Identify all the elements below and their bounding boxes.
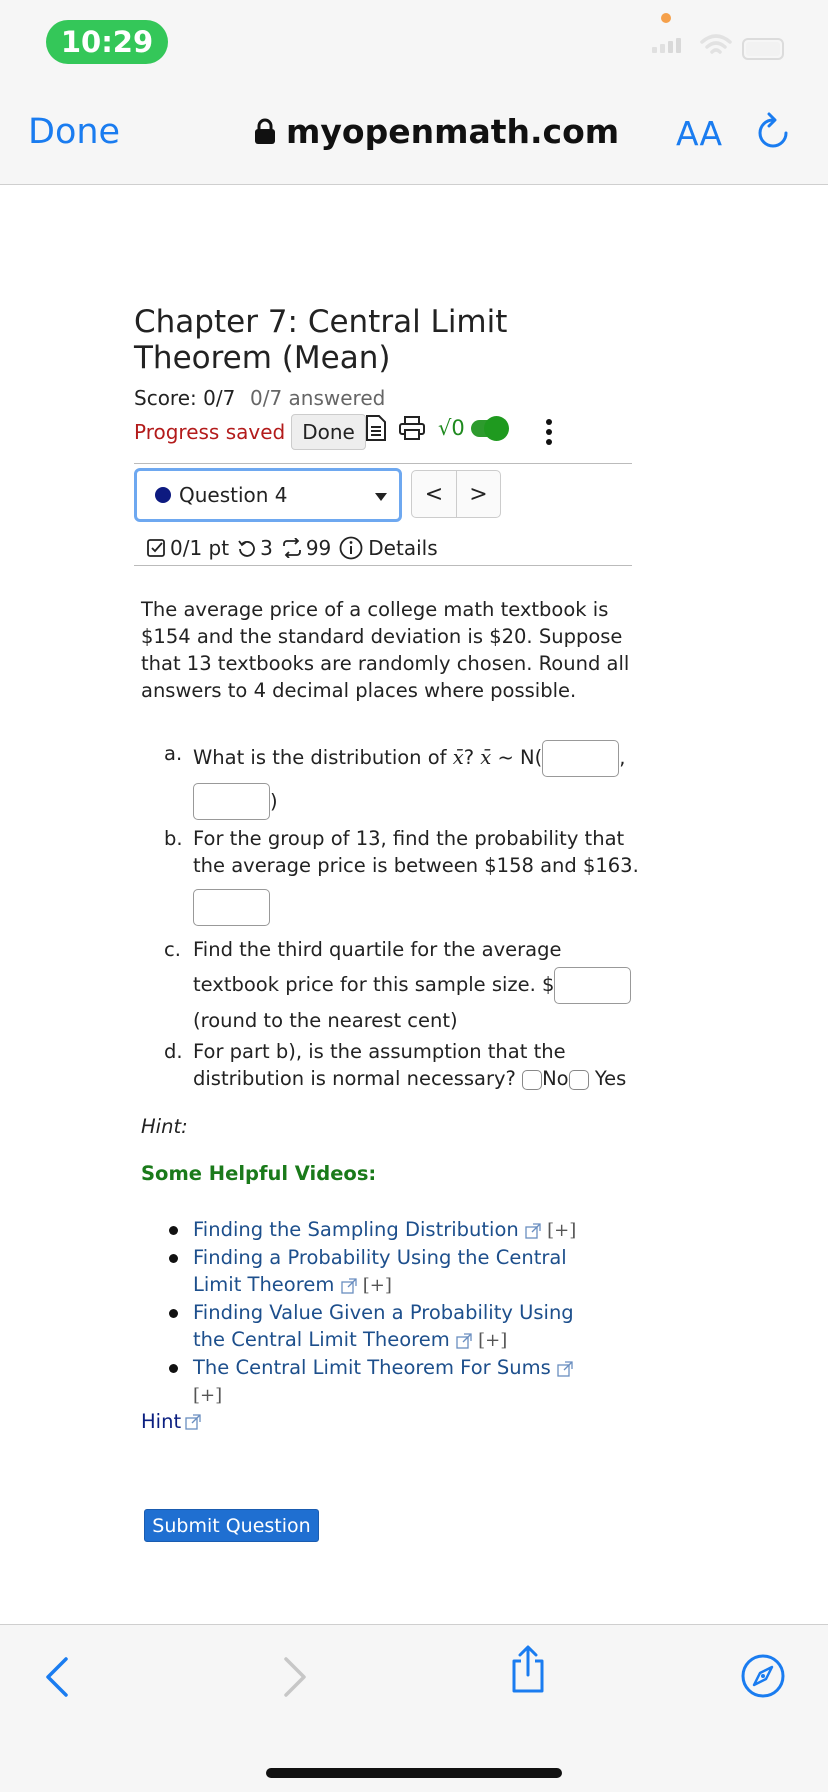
expand-toggle[interactable]: [+]	[362, 1275, 392, 1296]
battery-icon	[742, 38, 784, 60]
home-indicator	[266, 1768, 562, 1778]
std-dev-answer-input[interactable]	[193, 783, 270, 820]
math-entry-toggle[interactable]	[471, 420, 505, 437]
video-item	[169, 1216, 599, 1244]
text-size-button[interactable]: AA	[676, 114, 723, 153]
external-link-icon	[341, 1278, 357, 1294]
comma: ,	[619, 746, 626, 769]
question-meta	[146, 532, 446, 564]
part-b-text: For the group of 13, find the probability that the average price is between $158 and $163.	[193, 827, 639, 877]
progress-saved-text: Progress saved	[134, 420, 286, 444]
hint-heading: Hint:	[141, 1115, 188, 1138]
question-select-label: Question 4	[179, 483, 288, 507]
expand-toggle[interactable]: [+]	[193, 1385, 223, 1406]
regenerate-icon	[281, 538, 303, 558]
assignment-title: Chapter 7: Central Limit Theorem (Mean)	[134, 304, 508, 376]
forward-icon[interactable]	[282, 1655, 308, 1699]
back-icon[interactable]	[44, 1655, 70, 1699]
external-link-icon	[185, 1414, 201, 1430]
xbar-symbol: x̄	[452, 746, 464, 769]
score-text: Score: 0/7	[134, 386, 236, 410]
question-parts	[164, 740, 644, 1092]
video-item	[169, 1244, 599, 1299]
probability-answer-input[interactable]	[193, 889, 270, 926]
part-c-suffix: (round to the nearest cent)	[193, 1009, 458, 1032]
part-c	[164, 933, 644, 1038]
hint-link[interactable]	[141, 1410, 201, 1433]
expand-toggle[interactable]: [+]	[478, 1330, 508, 1351]
browser-done-button[interactable]: Done	[28, 112, 121, 152]
more-options-icon[interactable]	[544, 418, 554, 446]
part-b	[164, 825, 644, 929]
no-checkbox[interactable]	[522, 1070, 542, 1090]
math-entry-toggle-label: √0	[438, 416, 465, 440]
part-label: b.	[164, 827, 183, 850]
tries-info	[237, 536, 273, 560]
cellular-signal-icon	[652, 38, 681, 53]
divider	[134, 463, 632, 464]
info-icon	[339, 536, 363, 560]
browser-top-bar	[0, 90, 828, 185]
part-a-second-line	[193, 781, 644, 821]
progress-row	[134, 412, 366, 452]
regens-info	[281, 536, 331, 560]
retry-icon	[237, 538, 257, 558]
video-list	[169, 1216, 599, 1409]
part-label: d.	[164, 1040, 183, 1063]
next-question-button[interactable]: >	[456, 471, 500, 517]
video-link[interactable]: The Central Limit Theorem For Sums	[193, 1356, 551, 1379]
url-text: myopenmath.com	[286, 112, 620, 151]
regens-text: 99	[305, 536, 332, 560]
question-text: The average price of a college math textbook is $154 and the standard deviation is $20. Suppose that 13 textbooks are randomly chosen. Round all answers to 4 decimal places where possible.	[141, 598, 630, 702]
external-link-icon	[525, 1223, 541, 1239]
part-d-text: For part b), is the assumption that the distribution is normal necessary?	[193, 1040, 566, 1090]
details-label: Details	[368, 536, 438, 560]
print-icon[interactable]	[398, 415, 426, 441]
compass-icon[interactable]	[740, 1653, 786, 1699]
part-a-question-mark: ?	[463, 746, 475, 769]
points-info	[146, 536, 229, 560]
page-content	[0, 186, 828, 1624]
part-a-text: What is the distribution of	[193, 746, 447, 769]
chevron-down-icon	[375, 493, 387, 501]
reload-icon[interactable]	[756, 112, 790, 152]
previous-question-button[interactable]: <	[424, 481, 444, 507]
hint-link-text: Hint	[141, 1410, 182, 1433]
video-item	[169, 1299, 599, 1354]
progress-done-button[interactable]: Done	[291, 414, 366, 450]
close-paren: )	[270, 789, 278, 813]
share-icon[interactable]	[508, 1645, 548, 1695]
expand-toggle[interactable]: [+]	[547, 1220, 577, 1241]
question-select[interactable]	[134, 468, 402, 522]
yes-label: Yes	[594, 1067, 627, 1090]
question-status-icon	[155, 487, 171, 503]
no-label: No	[542, 1067, 569, 1090]
status-time: 10:29	[46, 20, 168, 64]
status-bar	[0, 0, 828, 90]
divider	[134, 565, 632, 566]
part-label: a.	[164, 742, 183, 765]
video-link[interactable]: Finding a Probability Using the Central Limit Theorem	[193, 1246, 567, 1296]
part-a	[164, 740, 644, 821]
distribution-notation: ~ N(	[491, 746, 543, 769]
document-icon[interactable]	[364, 414, 388, 442]
external-link-icon	[456, 1333, 472, 1349]
mean-answer-input[interactable]	[542, 740, 619, 777]
part-b-answer-row	[193, 889, 644, 929]
answered-count: 0/7 answered	[250, 386, 386, 410]
submit-question-button[interactable]: Submit Question	[144, 1509, 319, 1542]
browser-bottom-toolbar	[0, 1624, 828, 1792]
assessment-tools	[364, 414, 505, 442]
part-c-text: Find the third quartile for the average textbook price for this sample size. $	[193, 938, 562, 996]
points-text: 0/1 pt	[170, 536, 230, 560]
videos-heading: Some Helpful Videos:	[141, 1162, 377, 1185]
details-toggle[interactable]	[339, 536, 437, 560]
wifi-icon	[700, 34, 732, 58]
part-d	[164, 1038, 644, 1092]
lock-icon	[254, 118, 276, 145]
video-item	[169, 1354, 599, 1409]
address-bar[interactable]	[254, 112, 619, 151]
question-nav	[411, 470, 501, 518]
video-link[interactable]: Finding the Sampling Distribution	[193, 1218, 519, 1241]
privacy-indicator-dot	[661, 13, 671, 23]
part-label: c.	[164, 938, 181, 961]
toggle-knob	[484, 416, 509, 441]
checkbox-check-icon	[146, 538, 166, 558]
yes-checkbox[interactable]	[569, 1070, 589, 1090]
external-link-icon	[557, 1361, 573, 1377]
xbar-symbol: x̄	[480, 746, 492, 769]
quartile-answer-input[interactable]	[554, 967, 631, 1004]
video-link[interactable]: Finding Value Given a Probability Using the Central Limit Theorem	[193, 1301, 574, 1351]
tries-text: 3	[260, 536, 273, 560]
